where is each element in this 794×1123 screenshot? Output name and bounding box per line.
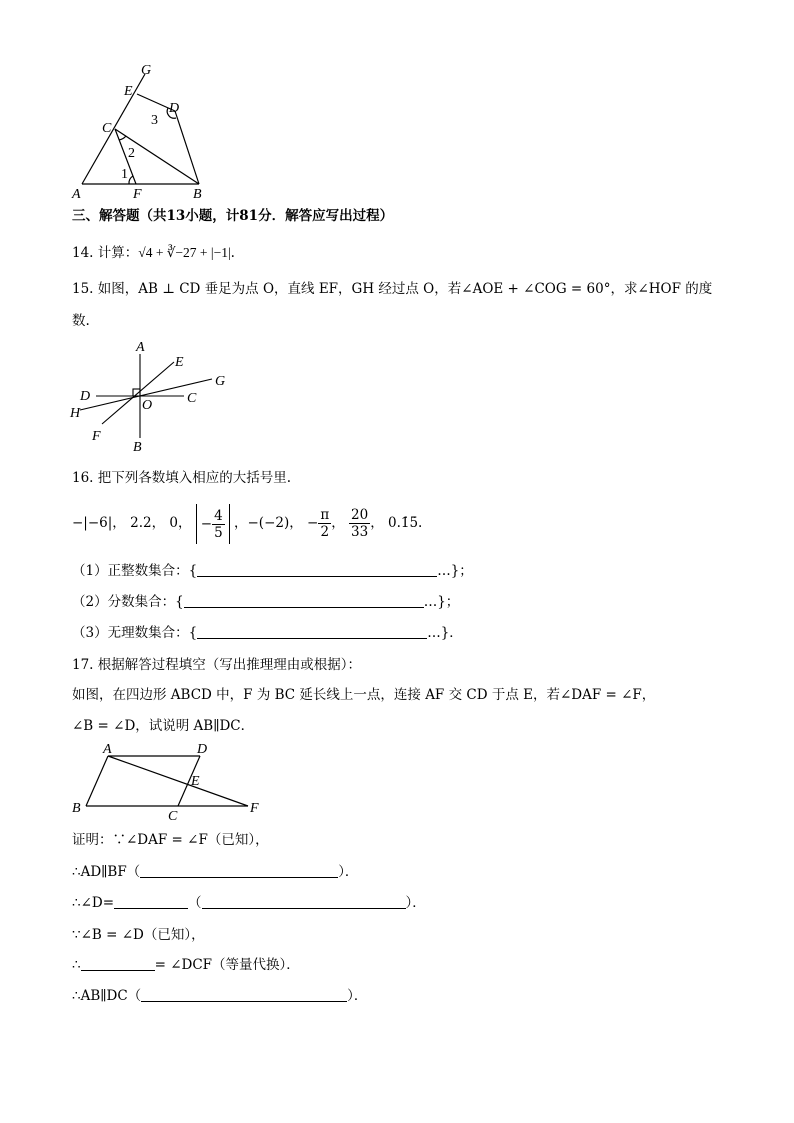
q16-s1-end: …}； <box>437 563 473 579</box>
label-angle-2: 2 <box>128 146 135 161</box>
q17-proof-line3 <box>72 893 426 913</box>
q16-set-irrationals <box>72 623 463 643</box>
question-17 <box>72 655 361 675</box>
label-B: B <box>193 187 202 202</box>
q16-number: 16. <box>72 470 94 486</box>
q17-p3-blank1[interactable] <box>114 895 188 909</box>
q17-number: 17. <box>72 657 94 673</box>
q14-text: 计算： <box>97 245 139 261</box>
label-O: O <box>142 398 153 413</box>
q16-set-positive-integers <box>72 561 473 581</box>
segment-AF <box>108 756 248 806</box>
q17-proof-line4: ∵∠B = ∠D（已知）， <box>72 927 205 943</box>
q17-p5-label: ∴ <box>72 957 81 973</box>
segment-AB <box>86 756 108 806</box>
segment-DB <box>175 111 199 184</box>
label-C: C <box>102 121 112 136</box>
q17-proof-line5 <box>72 955 300 975</box>
q16-n8: 0.1̇5̇. <box>388 515 423 531</box>
q17-proof-line1: 证明：∵∠DAF = ∠F（已知）， <box>72 832 269 848</box>
q17-p3-end: ）． <box>405 895 426 911</box>
q16-set-fractions <box>72 592 459 612</box>
q17-p2-label: ∴AD∥BF（ <box>72 864 141 880</box>
label-E: E <box>124 84 133 99</box>
line-EF <box>102 362 174 424</box>
q17-p3-mid: （ <box>188 895 202 911</box>
q14-number: 14. <box>72 245 94 261</box>
q16-s2-blank[interactable] <box>184 594 424 608</box>
quadrilateral-figure <box>66 738 276 824</box>
label-D: D <box>80 389 91 404</box>
q16-fraction-20-33 <box>349 507 370 540</box>
label-A: A <box>103 742 112 757</box>
q16-n3: 0， <box>169 515 192 531</box>
q16-s3-blank[interactable] <box>197 625 427 639</box>
q16-n7-num: 20 <box>351 507 369 523</box>
intersecting-lines-figure <box>66 338 236 456</box>
label-C: C <box>187 391 197 406</box>
label-F: F <box>250 801 259 816</box>
q16-s3-label: （3）无理数集合：{ <box>72 625 198 641</box>
label-E: E <box>175 355 184 370</box>
q16-n4-sign: − <box>200 515 213 532</box>
label-D: D <box>169 101 180 116</box>
q16-n5: ，−(−2)， <box>233 515 303 531</box>
q17-p6-label: ∴AB∥DC（ <box>72 988 142 1004</box>
segment-AG <box>82 74 145 184</box>
q15-line2: 数. <box>72 313 90 329</box>
section-header: 三、解答题（共13小题，计81分．解答应写出过程） <box>72 208 394 224</box>
q16-n7-den: 33 <box>351 524 369 540</box>
label-angle-1: 1 <box>121 167 128 182</box>
label-angle-3: 3 <box>151 113 158 128</box>
label-G: G <box>215 374 226 389</box>
q17-text: 根据解答过程填空（写出推理理由或根据）： <box>97 657 362 673</box>
q15-number: 15. <box>72 281 94 297</box>
angle-mark-2 <box>119 136 126 140</box>
q15-line1: 如图，AB ⊥ CD 垂足为点 O，直线 EF，GH 经过点 O，若∠AOE + ∠COG = 60°，求∠HOF 的度 <box>97 281 713 297</box>
angle-mark-1 <box>129 176 133 184</box>
q14-expression: √4 + ∛−27 + |−1| <box>138 245 231 260</box>
q17-line1: 如图，在四边形 ABCD 中，F 为 BC 延长线上一点，连接 AF 交 CD 于点 E，若∠DAF = ∠F， <box>72 687 656 703</box>
label-C: C <box>168 809 178 824</box>
label-A: A <box>136 340 145 355</box>
q16-number-list: −|−6|， 2.2， 0， − $\frac{4}{5}$ ，−(−2)， − $\frac{\pi}{2}$ ， $\frac{20}{33}$ ， 0.1̇5̇. <box>72 503 422 543</box>
triangle-figure <box>66 62 226 202</box>
q17-p3-blank2[interactable] <box>202 895 406 909</box>
q14-end: . <box>230 245 235 261</box>
q16-text: 把下列各数填入相应的大括号里. <box>97 470 292 486</box>
q16-s2-label: （2）分数集合：{ <box>72 594 184 610</box>
q16-n6-num: π <box>320 507 330 523</box>
q17-p3-label: ∴∠D= <box>72 895 115 911</box>
label-H: H <box>70 406 81 421</box>
q16-n6-den: 2 <box>320 524 330 540</box>
question-16 <box>72 468 291 488</box>
label-D: D <box>197 742 208 757</box>
label-F: F <box>133 187 142 202</box>
q16-pi-fraction <box>318 507 331 540</box>
label-G: G <box>141 63 152 78</box>
question-15 <box>72 279 712 299</box>
q17-p2-blank[interactable] <box>140 864 338 878</box>
label-E: E <box>191 774 200 789</box>
label-B: B <box>133 440 142 455</box>
q16-n2: 2.2， <box>130 515 166 531</box>
q16-s1-label: （1）正整数集合：{ <box>72 563 198 579</box>
q16-n4-num: 4 <box>214 507 223 524</box>
label-F: F <box>92 429 101 444</box>
q17-p2-end: ）． <box>338 864 359 880</box>
q16-abs-fraction <box>196 504 230 544</box>
question-14 <box>72 243 235 263</box>
q16-n4-den: 5 <box>214 524 223 541</box>
q17-proof-line2 <box>72 862 358 882</box>
q17-p5-mid: = ∠DCF（等量代换）． <box>154 957 300 973</box>
q16-s2-end: …}； <box>423 594 460 610</box>
q17-proof-line6 <box>72 986 367 1006</box>
label-A: A <box>72 187 81 202</box>
q17-p6-end: ）． <box>347 988 368 1004</box>
label-B: B <box>72 801 81 816</box>
q17-line2: ∠B = ∠D，试说明 AB∥DC． <box>72 718 255 734</box>
q16-s1-blank[interactable] <box>197 563 437 577</box>
q16-s3-end: …}． <box>427 625 463 641</box>
q17-p5-blank[interactable] <box>81 957 155 971</box>
q16-n6-sign: − <box>307 515 319 531</box>
q16-n1: −|−6|， <box>72 515 126 531</box>
q17-p6-blank[interactable] <box>141 988 347 1002</box>
